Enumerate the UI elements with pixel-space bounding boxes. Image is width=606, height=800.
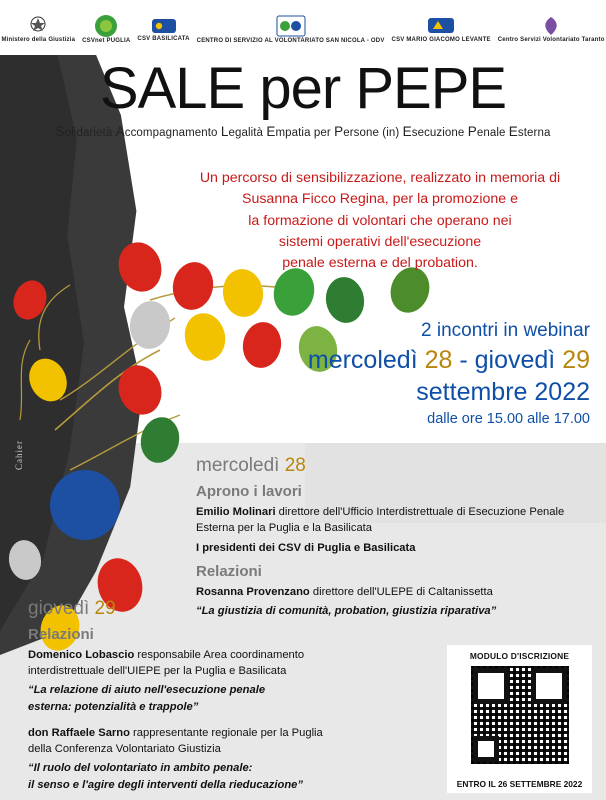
subtitle-part-9: Esterna bbox=[508, 124, 551, 139]
subtitle-part-4: per bbox=[313, 127, 335, 139]
subtitle-part-7: Esecuzione bbox=[402, 124, 468, 139]
program-thursday-speaker-1: Domenico Lobascio responsabile Area coordinamento interdistrettuale dell'UIEPE per la Puglia e Basilicata bbox=[28, 649, 305, 678]
program-wednesday-day: mercoledì 28 bbox=[196, 455, 306, 476]
logo-csv-taranto-label: Centro Servizi Volontariato Taranto bbox=[497, 37, 605, 44]
subtitle-part-2: Legalità bbox=[220, 124, 267, 139]
page-title bbox=[0, 56, 606, 121]
program-thursday-speaker-2: don Raffaele Sarno rappresentante regionale per la Puglia della Conferenza Volontariato Giustizia bbox=[28, 726, 323, 756]
webinar-count: 2 incontri in webinar bbox=[421, 320, 590, 341]
program-thursday-day: giovedì 29 bbox=[28, 598, 116, 619]
csv-salento-icon bbox=[427, 15, 455, 37]
logo-csv-basilicata bbox=[137, 8, 189, 52]
title-word-pepe: PEPE bbox=[355, 56, 507, 121]
registration-title: MODULO D'ISCRIZIONE bbox=[469, 651, 570, 661]
webinar-dates: mercoledì 28 - giovedì 29 bbox=[307, 345, 590, 374]
webinar-month-year: settembre 2022 bbox=[416, 378, 590, 407]
logo-csv-taranto bbox=[498, 8, 605, 52]
registration-panel bbox=[447, 645, 592, 793]
program-wednesday-section-relazioni: Relazioni bbox=[196, 562, 262, 580]
csv-basilicata-icon bbox=[151, 16, 177, 36]
intro-line-4: penale esterna e del probation. bbox=[282, 255, 478, 272]
program-thursday-section-relazioni: Relazioni bbox=[28, 626, 94, 643]
webinar-date-28: 28 bbox=[424, 345, 453, 374]
ministero-crest-icon bbox=[25, 15, 51, 37]
csvnet-puglia-icon bbox=[91, 14, 121, 38]
logo-ministero bbox=[1, 8, 75, 52]
program-wednesday-presidents: I presidenti dei CSV di Puglia e Basilicata bbox=[196, 542, 416, 555]
subtitle-part-8: Penale bbox=[467, 124, 509, 139]
webinar-info-block bbox=[180, 318, 590, 430]
logo-csv-basilicata-label: CSV BASILICATA bbox=[137, 36, 190, 43]
intro-line-1: Susanna Ficco Regina, per la promozione e bbox=[241, 191, 519, 208]
registration-qr-code[interactable] bbox=[471, 666, 569, 764]
subtitle-part-6: (in) bbox=[382, 127, 403, 139]
intro-line-0: Un percorso di sensibilizzazione, realizzato in memoria di bbox=[199, 170, 561, 186]
subtitle-part-0: Solidarietà bbox=[55, 124, 116, 139]
subtitle-part-5: Persone bbox=[334, 124, 383, 139]
program-wednesday-speaker-1: Emilio Molinari direttore dell'Ufficio Interdistrettuale di Esecuzione Penale Esterna per la Puglia e la Basilicata bbox=[196, 506, 565, 535]
poster-title-block bbox=[0, 56, 606, 139]
logo-csv-san-nicola-label: CENTRO DI SERVIZIO AL VOLONTARIATO SAN NICOLA - ODV bbox=[196, 38, 385, 45]
program-wednesday-section-opening: Aprono i lavori bbox=[196, 483, 302, 500]
webinar-date-29: 29 bbox=[562, 345, 590, 374]
sponsor-logos-row bbox=[0, 6, 606, 54]
title-word-per: per bbox=[259, 56, 341, 121]
intro-line-3: sistemi operativi dell'esecuzione bbox=[278, 233, 482, 250]
webinar-time: dalle ore 15.00 alle 17.00 bbox=[427, 410, 590, 427]
cahier-label: Cahier bbox=[14, 440, 24, 470]
registration-deadline: ENTRO IL 26 SETTEMBRE 2022 bbox=[456, 779, 583, 789]
logo-csvnet-puglia-label: CSVnet PUGLIA bbox=[82, 38, 131, 45]
program-wednesday bbox=[196, 455, 596, 619]
logo-csv-salento bbox=[392, 8, 491, 52]
program-wednesday-speaker-2: Rosanna Provenzano direttore dell'ULEPE di Caltanissetta bbox=[196, 585, 493, 598]
program-wednesday-speaker-2-title: “La giustizia di comunità, probation, giustizia riparativa” bbox=[196, 604, 497, 617]
intro-line-2: la formazione di volontari che operano nei bbox=[248, 212, 512, 229]
program-thursday bbox=[28, 598, 358, 793]
csv-taranto-icon bbox=[538, 15, 564, 37]
subtitle-part-3: Empatia bbox=[266, 124, 314, 139]
logo-csvnet-puglia bbox=[82, 8, 130, 52]
page-subtitle bbox=[0, 124, 606, 139]
logo-csv-san-nicola bbox=[197, 8, 385, 52]
logo-csv-salento-label: CSV MARIO GIACOMO LEVANTE bbox=[391, 37, 491, 44]
csv-san-nicola-icon bbox=[276, 14, 306, 38]
subtitle-part-1: Accompagnamento bbox=[115, 124, 221, 139]
intro-paragraph bbox=[170, 168, 590, 274]
program-thursday-speaker-2-title: “Il ruolo del volontariato in ambito penale: il senso e l'agire degli interventi della rieducazione” bbox=[28, 762, 303, 791]
logo-ministero-label: Ministero della Giustizia bbox=[1, 37, 76, 44]
program-thursday-speaker-1-title: “La relazione di aiuto nell'esecuzione penale esterna: potenzialità e trappole” bbox=[28, 684, 266, 713]
title-word-sale: SALE bbox=[99, 56, 245, 121]
